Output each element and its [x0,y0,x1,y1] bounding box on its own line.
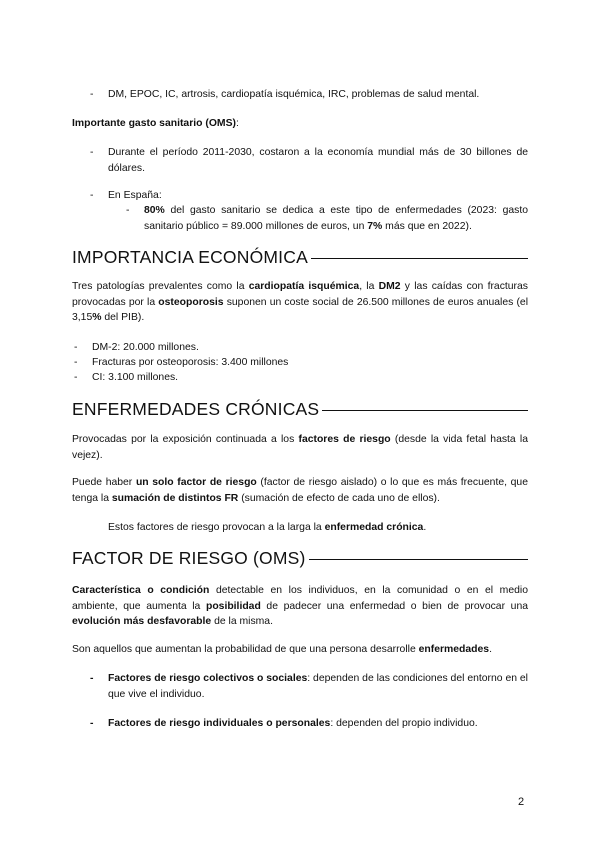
paragraph: Provocadas por la exposición continuada a los factores de riesgo (desde la vida fetal hasta la vejez). [72,434,529,461]
page-number: 2 [518,796,525,808]
bullet-dash: - [90,89,94,100]
list-item: Fracturas por osteoporosis: 3.400 millones [92,357,289,368]
list-item: Factores de riesgo individuales o personales: dependen del propio individuo. [108,718,478,729]
section-heading: IMPORTANCIA ECONÓMICA [72,246,528,268]
list-item: Factores de riesgo colectivos o sociales: dependen de las condiciones del entorno en el que vive el individuo. [108,673,528,700]
list-item: En España: [108,190,162,201]
heading-rule [309,559,528,560]
bullet-dash: - [74,342,78,353]
section-subtitle: Importante gasto sanitario (OMS): [72,118,239,129]
bullet-dash: - [74,372,78,383]
paragraph: Tres patologías prevalentes como la cardiopatía isquémica, la DM2 y las caídas con fracturas provocadas por la osteoporosis suponen un coste social de 26.500 millones de euros anuales (el 3,15% del PIB). [72,281,529,324]
paragraph: Puede haber un solo factor de riesgo (factor de riesgo aislado) o lo que es más frecuente, que tenga la sumación de distintos FR (sumación de efecto de cada uno de ellos). [72,477,528,504]
sub-list-item: 80% del gasto sanitario se dedica a este tipo de enfermedades (2023: gasto sanitario público = 89.000 millones de euros, un 7% más que en 2022). [144,205,528,232]
bullet-dash: - [90,673,94,684]
bullet-dash: - [90,718,94,729]
heading-rule [322,410,528,411]
list-item: DM-2: 20.000 millones. [92,342,199,353]
section-heading: ENFERMEDADES CRÓNICAS [72,398,528,420]
bullet-dash: - [90,190,94,201]
section-heading: FACTOR DE RIESGO (OMS) [72,547,528,569]
bullet-dash: - [90,147,94,158]
bullet-dash: - [74,357,78,368]
list-item: Durante el período 2011-2030, costaron a la economía mundial más de 30 billones de dólares. [108,147,528,174]
paragraph: Característica o condición detectable en los individuos, en la comunidad o en el medio ambiente, que aumenta la posibilidad de padecer una enfermedad o bien de provocar una evolución más desfavorable de la misma. [72,585,529,628]
list-item: CI: 3.100 millones. [92,372,179,383]
paragraph: Estos factores de riesgo provocan a la larga la enfermedad crónica. [108,522,427,533]
sub-bullet-dash: - [126,205,130,216]
list-item: DM, EPOC, IC, artrosis, cardiopatía isquémica, IRC, problemas de salud mental. [108,89,480,100]
paragraph: Son aquellos que aumentan la probabilidad de que una persona desarrolle enfermedades. [72,644,492,655]
heading-rule [311,258,528,259]
